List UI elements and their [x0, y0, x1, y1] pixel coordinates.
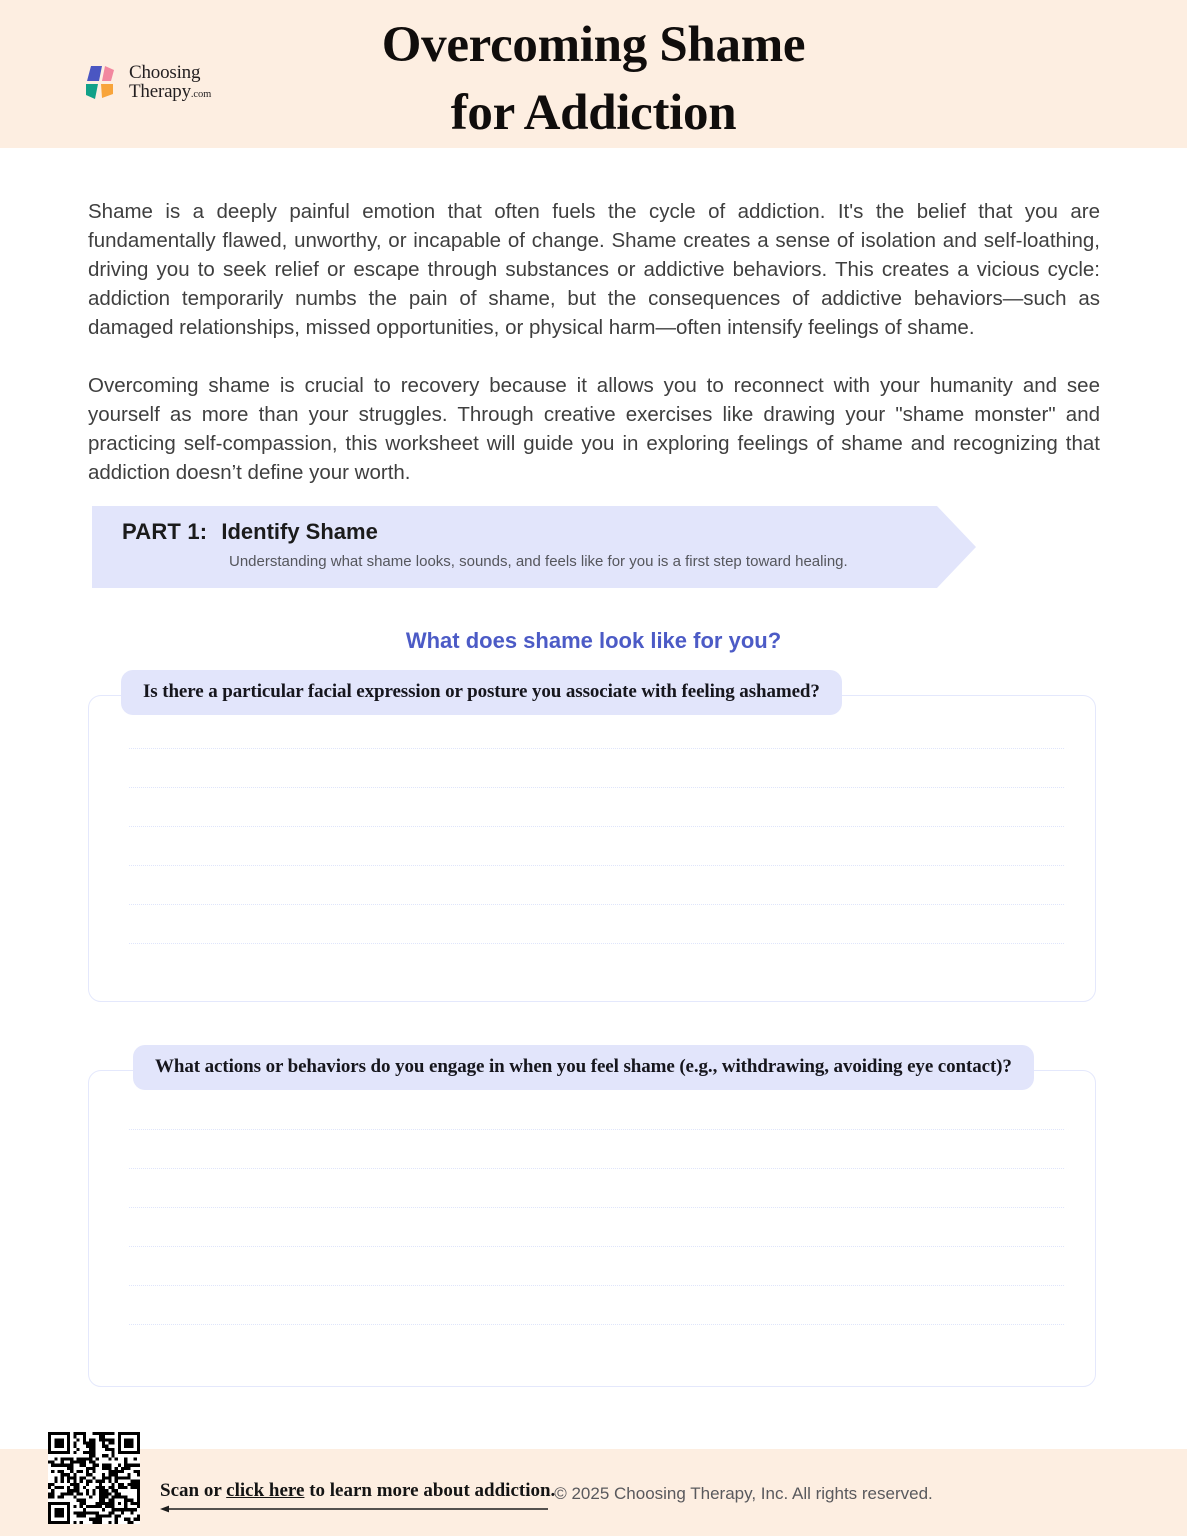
cta-arrow-icon — [160, 1504, 548, 1514]
answer-rule-line — [129, 1285, 1064, 1286]
qr-code-icon[interactable] — [48, 1432, 140, 1524]
answer-rule-line — [129, 1129, 1064, 1130]
answer-rule-line — [129, 748, 1064, 749]
page-title-line2: for Addiction — [450, 84, 737, 141]
cta-link[interactable]: click here — [226, 1480, 305, 1501]
part-title: Identify Shame — [221, 519, 378, 544]
part-banner-heading-row — [122, 519, 378, 545]
question-prompt-1: Is there a particular facial expression or posture you associate with feeling ashamed? — [121, 670, 842, 715]
logo-dotcom: .com — [190, 89, 212, 100]
logo-line-therapy: Therapy — [129, 81, 191, 102]
answer-box-1[interactable] — [88, 695, 1096, 1002]
answer-rule-line — [129, 787, 1064, 788]
answer-box-2[interactable] — [88, 1070, 1096, 1387]
cta-text-before: Scan or — [160, 1480, 227, 1501]
page-title-line1: Overcoming Shame — [381, 17, 806, 73]
part-banner — [92, 506, 976, 588]
question-prompt-2: What actions or behaviors do you engage in when you feel shame (e.g., withdrawing, avoiding eye contact)? — [133, 1045, 1034, 1090]
part-number-label: PART 1: — [122, 519, 208, 544]
intro-paragraph-2: Overcoming shame is crucial to recovery because it allows you to reconnect with your humanity and see yourself as more than your struggles. Through creative exercises like drawing your "shame monster" and practicing self-compassion, this worksheet will guide you in exploring feelings of shame and recognizing that addiction doesn’t define your worth. — [88, 373, 1100, 484]
answer-rule-line — [129, 865, 1064, 866]
answer-rule-line — [129, 1207, 1064, 1208]
section-heading: What does shame look like for you? — [405, 628, 782, 653]
answer-rule-line — [129, 904, 1064, 905]
intro-paragraph-1: Shame is a deeply painful emotion that often fuels the cycle of addiction. It's the belief that you are fundamentally flawed, unworthy, or incapable of change. Shame creates a sense of isolation and self-loathing, driving you to seek relief or escape through substances or addictive behaviors. This creates a vicious cycle: addiction temporarily numbs the pain of shame, but the consequences of addictive behaviors—such as damaged relationships, missed opportunities, or physical harm—often intensify feelings of shame. — [88, 199, 1100, 339]
part-subtitle: Understanding what shame looks, sounds, and feels like for you is a first step toward healing. — [229, 553, 848, 570]
answer-rule-line — [129, 826, 1064, 827]
answer-rule-lines-1 — [129, 696, 1064, 1001]
answer-rule-line — [129, 1324, 1064, 1325]
logo-line-choosing: Choosing — [129, 62, 201, 83]
answer-rule-line — [129, 943, 1064, 944]
answer-rule-line — [129, 1168, 1064, 1169]
cta-text-after: to learn more about addiction. — [304, 1480, 556, 1501]
footer-copyright: © 2025 Choosing Therapy, Inc. All rights reserved. — [554, 1484, 933, 1503]
answer-rule-lines-2 — [129, 1071, 1064, 1386]
answer-rule-line — [129, 1246, 1064, 1247]
page-title — [0, 12, 1187, 148]
